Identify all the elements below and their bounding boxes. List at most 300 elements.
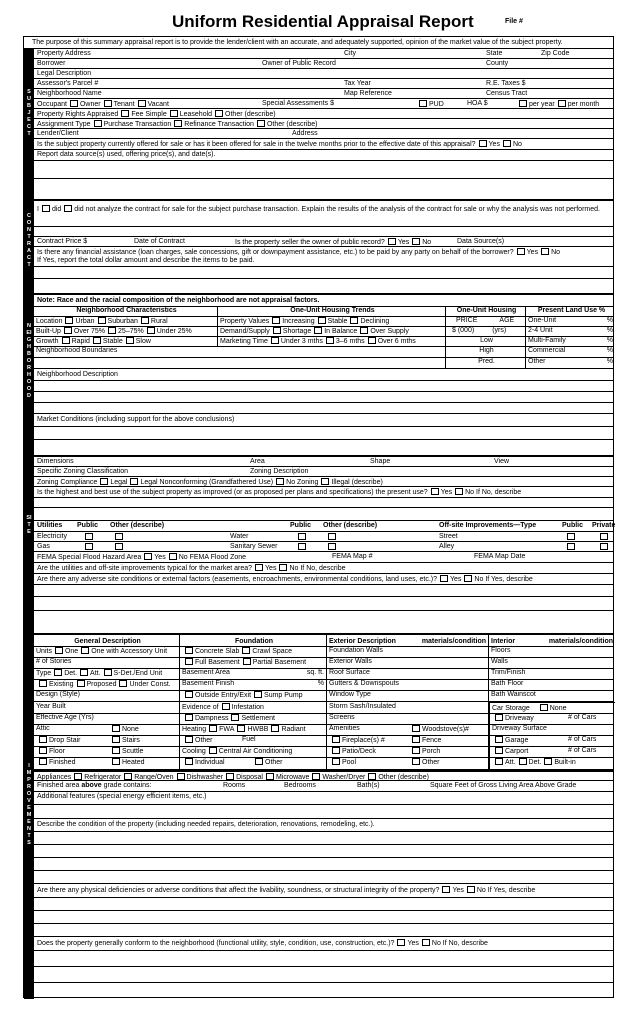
woodstove-checkbox[interactable] bbox=[412, 725, 420, 732]
high-label[interactable]: High bbox=[445, 347, 525, 357]
impr-blank-5[interactable] bbox=[34, 871, 613, 884]
fireplace-label: Fireplace(s) # bbox=[342, 737, 385, 744]
two-four-pct[interactable]: % bbox=[606, 327, 613, 334]
deficiencies-yes-checkbox[interactable] bbox=[442, 886, 450, 893]
impr-blank-1[interactable] bbox=[34, 805, 613, 819]
proposed-checkbox[interactable] bbox=[77, 680, 85, 687]
hbu-yes-checkbox[interactable] bbox=[431, 488, 439, 495]
impr-blank-2[interactable] bbox=[34, 832, 613, 845]
electricity-other-checkbox[interactable] bbox=[115, 533, 123, 540]
pred-label[interactable]: Pred. bbox=[445, 358, 525, 368]
water-other-checkbox[interactable] bbox=[328, 533, 336, 540]
assistance-instructions: If Yes, report the total dollar amount and describe the items to be paid. bbox=[37, 257, 255, 264]
assistance-question: Is there any financial assistance (loan charges, sale concessions, gift or downpayment assistance, etc.) to be paid by any party on behalf of the borrower? bbox=[37, 249, 514, 256]
rooms-field[interactable]: Rooms bbox=[223, 782, 246, 789]
seller-yes-label: Yes bbox=[397, 239, 410, 246]
m3-6-checkbox[interactable] bbox=[326, 337, 334, 344]
shortage-label: Shortage bbox=[282, 328, 312, 335]
under25-label: Under 25% bbox=[156, 328, 192, 335]
impr-blank-9[interactable] bbox=[34, 951, 613, 967]
heated-checkbox[interactable] bbox=[112, 758, 120, 765]
row-growth bbox=[34, 337, 613, 347]
type-sdet-checkbox[interactable] bbox=[104, 669, 112, 676]
garage-label: Garage bbox=[505, 737, 529, 744]
dimensions-field[interactable]: Dimensions bbox=[37, 458, 74, 465]
fema-hazard-label: FEMA Special Flood Hazard Area bbox=[37, 554, 142, 561]
driveway-label: Driveway bbox=[505, 715, 534, 722]
adverse-site-question: Are there any adverse site conditions or external factors (easements, encroachments, environmental conditions, land uses, etc.)? bbox=[37, 576, 437, 583]
basement-sqft-unit: sq. ft. bbox=[306, 669, 324, 676]
rights-other-checkbox[interactable] bbox=[215, 110, 223, 117]
under25-checkbox[interactable] bbox=[147, 327, 155, 334]
row-type bbox=[34, 669, 613, 680]
hwbb-checkbox[interactable] bbox=[237, 725, 245, 732]
dishwasher-label: Dishwasher bbox=[186, 774, 224, 781]
type-det-checkbox[interactable] bbox=[54, 669, 62, 676]
exterior-walls-field[interactable]: Exterior Walls bbox=[326, 658, 488, 668]
under3-checkbox[interactable] bbox=[271, 337, 279, 344]
row-location bbox=[34, 317, 613, 327]
heating-other-checkbox[interactable] bbox=[185, 736, 193, 743]
view-field[interactable]: View bbox=[494, 458, 510, 465]
tenant-option-label: Tenant bbox=[113, 101, 135, 108]
neighborhood-name-field[interactable]: Neighborhood Name bbox=[37, 90, 102, 97]
fence-checkbox[interactable] bbox=[412, 736, 420, 743]
impr-blank-10[interactable] bbox=[34, 967, 613, 983]
dampness-checkbox[interactable] bbox=[185, 714, 193, 721]
walls-field[interactable]: Walls bbox=[488, 658, 615, 668]
adverse-yes-checkbox[interactable] bbox=[440, 575, 448, 582]
seller-yes-checkbox[interactable] bbox=[388, 238, 396, 245]
report-title: Uniform Residential Appraisal Report bbox=[172, 12, 474, 31]
fema-no-checkbox[interactable] bbox=[169, 553, 177, 560]
no-zoning-checkbox[interactable] bbox=[276, 478, 284, 485]
zoning-classification-field[interactable]: Specific Zoning Classification bbox=[37, 468, 129, 475]
basement-area-label[interactable]: Basement Area bbox=[182, 669, 230, 676]
storm-sash-field[interactable]: Storm Sash/Insulated bbox=[326, 702, 488, 713]
nbhd-blank-2[interactable] bbox=[34, 392, 613, 403]
row-finished-area bbox=[34, 781, 613, 792]
outside-entry-checkbox[interactable] bbox=[185, 691, 193, 698]
builtin-checkbox[interactable] bbox=[544, 758, 552, 765]
row-sources bbox=[34, 150, 613, 161]
low-label[interactable]: Low bbox=[445, 337, 525, 346]
two-four-unit-label: 2-4 Unit bbox=[528, 327, 553, 334]
leasehold-label: Leasehold bbox=[179, 111, 213, 118]
sewer-other-checkbox[interactable] bbox=[328, 543, 336, 550]
street-label: Street bbox=[439, 533, 458, 540]
property-rights-label: Property Rights Appraised bbox=[37, 111, 119, 118]
subject-blank-1[interactable] bbox=[34, 161, 613, 179]
gas-public-checkbox[interactable] bbox=[85, 543, 93, 550]
conform-yes-checkbox[interactable] bbox=[397, 939, 405, 946]
over-supply-checkbox[interactable] bbox=[360, 327, 368, 334]
typical-no-label: No bbox=[289, 565, 299, 572]
tenant-checkbox[interactable] bbox=[104, 100, 112, 107]
contract-blank-1[interactable] bbox=[34, 227, 613, 237]
site-blank-2[interactable] bbox=[34, 508, 613, 521]
impr-blank-7[interactable] bbox=[34, 911, 613, 924]
floors-field[interactable]: Floors bbox=[488, 647, 615, 657]
legal-checkbox[interactable] bbox=[100, 478, 108, 485]
car-det-checkbox[interactable] bbox=[519, 758, 527, 765]
conform-no-label: No bbox=[431, 940, 441, 947]
site-blank-5[interactable] bbox=[34, 611, 613, 633]
rural-checkbox[interactable] bbox=[141, 317, 149, 324]
fema-zone-field[interactable]: FEMA Flood Zone bbox=[189, 554, 247, 561]
driveway-checkbox[interactable] bbox=[495, 714, 503, 721]
electricity-public-checkbox[interactable] bbox=[85, 533, 93, 540]
stories-field[interactable]: # of Stories bbox=[36, 658, 72, 665]
infestation-label: Infestation bbox=[231, 704, 264, 711]
gla-field[interactable]: Square Feet of Gross Living Area Above Grade bbox=[430, 782, 577, 789]
row-finished bbox=[34, 758, 613, 770]
fuel-field[interactable]: Fuel bbox=[242, 736, 256, 743]
row-additional bbox=[34, 792, 613, 805]
concrete-slab-checkbox[interactable] bbox=[185, 647, 193, 654]
deficiencies-no-checkbox[interactable] bbox=[467, 886, 475, 893]
subject-blank-2[interactable] bbox=[34, 179, 613, 199]
illegal-checkbox[interactable] bbox=[321, 478, 329, 485]
microwave-checkbox[interactable] bbox=[266, 773, 274, 780]
contract-section-bar bbox=[24, 199, 34, 293]
partial-basement-checkbox[interactable] bbox=[243, 658, 251, 665]
washer-dryer-checkbox[interactable] bbox=[312, 773, 320, 780]
row-assignment-type bbox=[34, 119, 613, 129]
row-nbhd-description bbox=[34, 369, 613, 381]
subject-bar-label: SUBJECT bbox=[27, 89, 31, 137]
range-checkbox[interactable] bbox=[124, 773, 132, 780]
car-storage-label: Car Storage bbox=[492, 705, 530, 712]
contract-data-source-field[interactable]: Data Source(s) bbox=[457, 238, 505, 245]
seller-no-checkbox[interactable] bbox=[412, 238, 420, 245]
assignment-other-checkbox[interactable] bbox=[257, 120, 265, 127]
sump-pump-checkbox[interactable] bbox=[254, 691, 262, 698]
contract-bar-label: CONTRACT bbox=[26, 213, 32, 268]
row-units bbox=[34, 647, 613, 658]
city-field[interactable]: City bbox=[344, 50, 357, 57]
street-private-checkbox[interactable] bbox=[600, 533, 608, 540]
row-apn bbox=[34, 79, 613, 89]
typical-yes-checkbox[interactable] bbox=[255, 564, 263, 571]
date-of-contract-field[interactable]: Date of Contract bbox=[134, 238, 185, 245]
infestation-checkbox[interactable] bbox=[222, 703, 230, 710]
existing-checkbox[interactable] bbox=[39, 680, 47, 687]
intro-row bbox=[24, 37, 613, 49]
site-bar-label: SITE bbox=[26, 515, 32, 535]
row-financial-assistance bbox=[34, 247, 613, 267]
microwave-label: Microwave bbox=[275, 774, 310, 781]
drop-stair-checkbox[interactable] bbox=[39, 736, 47, 743]
impr-blank-11[interactable] bbox=[34, 983, 613, 999]
offsite-private-header: Private bbox=[592, 522, 616, 529]
row-zoning bbox=[34, 467, 613, 477]
attic-label: Attic bbox=[36, 725, 50, 732]
fema-map-field[interactable]: FEMA Map # bbox=[332, 553, 373, 560]
gutters-field[interactable]: Gutters & Downspouts bbox=[326, 680, 488, 690]
alley-public-checkbox[interactable] bbox=[567, 543, 575, 550]
units-accessory-checkbox[interactable] bbox=[81, 647, 89, 654]
stairs-checkbox[interactable] bbox=[112, 736, 120, 743]
refrigerator-checkbox[interactable] bbox=[74, 773, 82, 780]
over6-checkbox[interactable] bbox=[368, 337, 376, 344]
commercial-pct[interactable]: % bbox=[606, 347, 613, 354]
did-not-checkbox[interactable] bbox=[64, 205, 72, 212]
gas-other-checkbox[interactable] bbox=[115, 543, 123, 550]
site-blank-4[interactable] bbox=[34, 597, 613, 611]
contract-blank-2[interactable] bbox=[34, 267, 613, 279]
offered-yes-checkbox[interactable] bbox=[479, 140, 487, 147]
alley-private-checkbox[interactable] bbox=[600, 543, 608, 550]
dishwasher-checkbox[interactable] bbox=[177, 773, 185, 780]
rural-label: Rural bbox=[150, 318, 168, 325]
over75-checkbox[interactable] bbox=[64, 327, 72, 334]
refinance-label: Refinance Transaction bbox=[184, 121, 254, 128]
neighborhood-bar-label: NEIGHBORHOOD bbox=[26, 323, 32, 399]
finished-label: Finished bbox=[49, 759, 76, 766]
boundaries-blank[interactable] bbox=[34, 358, 445, 368]
suburban-checkbox[interactable] bbox=[98, 317, 106, 324]
impr-blank-6[interactable] bbox=[34, 898, 613, 911]
assist-yes-checkbox[interactable] bbox=[517, 248, 525, 255]
trim-finish-field[interactable]: Trim/Finish bbox=[488, 669, 615, 679]
special-assessments-field[interactable]: Special Assessments $ bbox=[262, 100, 334, 107]
seller-no-label: No bbox=[422, 239, 432, 246]
fema-yes-checkbox[interactable] bbox=[144, 553, 152, 560]
impr-blank-8[interactable] bbox=[34, 924, 613, 937]
roof-surface-field[interactable]: Roof Surface bbox=[326, 669, 488, 679]
assist-yes-label: Yes bbox=[526, 249, 539, 256]
state-field[interactable]: State bbox=[486, 50, 503, 57]
pool-label: Pool bbox=[342, 759, 357, 766]
shortage-checkbox[interactable] bbox=[273, 327, 281, 334]
neighborhood-description-field[interactable]: Neighborhood Description bbox=[37, 371, 118, 378]
contract-price-field[interactable]: Contract Price $ bbox=[37, 238, 88, 245]
garage-checkbox[interactable] bbox=[495, 736, 503, 743]
fema-map-date-field[interactable]: FEMA Map Date bbox=[474, 553, 526, 560]
baths-field[interactable]: Bath(s) bbox=[357, 782, 380, 789]
per-year-checkbox[interactable] bbox=[519, 100, 527, 107]
nonconforming-checkbox[interactable] bbox=[130, 478, 138, 485]
in-balance-checkbox[interactable] bbox=[314, 327, 322, 334]
increasing-checkbox[interactable] bbox=[272, 317, 280, 324]
p25-75-checkbox[interactable] bbox=[108, 327, 116, 334]
attic-floor-checkbox[interactable] bbox=[39, 747, 47, 754]
disposal-label: Disposal bbox=[236, 774, 263, 781]
individual-checkbox[interactable] bbox=[185, 758, 193, 765]
impr-blank-4[interactable] bbox=[34, 858, 613, 871]
water-public-checkbox[interactable] bbox=[298, 533, 306, 540]
data-sources-field[interactable]: Report data source(s) used, offering price(s), and date(s). bbox=[37, 151, 216, 158]
window-type-field[interactable]: Window Type bbox=[326, 691, 488, 701]
row-adverse-site bbox=[34, 574, 613, 585]
assist-no-checkbox[interactable] bbox=[541, 248, 549, 255]
row-zoning-compliance bbox=[34, 477, 613, 487]
per-year-label: per year bbox=[529, 101, 555, 108]
crawl-space-checkbox[interactable] bbox=[242, 647, 250, 654]
apn-field[interactable]: Assessor's Parcel # bbox=[37, 80, 99, 87]
file-number-label: File # bbox=[505, 18, 523, 25]
other-use-pct[interactable]: % bbox=[606, 358, 613, 365]
assignment-type-label: Assignment Type bbox=[37, 121, 91, 128]
vacant-checkbox[interactable] bbox=[138, 100, 146, 107]
additional-features-field[interactable]: Additional features (special energy efficient items, etc.) bbox=[37, 793, 207, 800]
borrower-field[interactable]: Borrower bbox=[37, 60, 66, 67]
street-public-checkbox[interactable] bbox=[567, 533, 575, 540]
driveway-cars-label[interactable]: # of Cars bbox=[568, 714, 597, 721]
row-offered bbox=[34, 139, 613, 150]
other-use-label: Other bbox=[528, 358, 546, 365]
carport-checkbox[interactable] bbox=[495, 747, 503, 754]
impr-blank-3[interactable] bbox=[34, 845, 613, 858]
proposed-label: Proposed bbox=[86, 681, 117, 688]
area-field[interactable]: Area bbox=[250, 458, 265, 465]
car-det-label: Det. bbox=[528, 759, 542, 766]
zip-field[interactable]: Zip Code bbox=[541, 50, 570, 57]
carport-cars-label[interactable]: # of Cars bbox=[568, 747, 597, 754]
units-one-checkbox[interactable] bbox=[55, 647, 63, 654]
condition-field[interactable]: Describe the condition of the property (including needed repairs, deterioration, renovations, remodeling, etc.). bbox=[37, 821, 375, 828]
settlement-checkbox[interactable] bbox=[231, 714, 239, 721]
property-address-field[interactable]: Property Address bbox=[37, 50, 91, 57]
zoning-description-field[interactable]: Zoning Description bbox=[250, 468, 309, 475]
one-unit-pct[interactable]: % bbox=[606, 317, 613, 324]
nbhd-blank-3[interactable] bbox=[34, 403, 613, 414]
purchase-checkbox[interactable] bbox=[94, 120, 102, 127]
legal-description-field[interactable]: Legal Description bbox=[37, 70, 92, 77]
re-taxes-field[interactable]: R.E. Taxes $ bbox=[486, 80, 526, 87]
fwa-label: FWA bbox=[219, 726, 235, 733]
lender-address-field[interactable]: Address bbox=[292, 130, 318, 137]
rapid-checkbox[interactable] bbox=[62, 337, 70, 344]
neighborhood-section-bar bbox=[24, 293, 34, 455]
bedrooms-field[interactable]: Bedrooms bbox=[284, 782, 316, 789]
owner-public-record-field[interactable]: Owner of Public Record bbox=[262, 60, 336, 67]
bath-wainscot-field[interactable]: Bath Wainscot bbox=[488, 691, 615, 701]
full-basement-checkbox[interactable] bbox=[185, 658, 193, 665]
fwa-checkbox[interactable] bbox=[209, 725, 217, 732]
price-thousands-label: $ (000) bbox=[452, 327, 475, 334]
crawl-space-label: Crawl Space bbox=[252, 648, 293, 655]
appraisal-form bbox=[23, 36, 614, 998]
cooling-other-checkbox[interactable] bbox=[255, 758, 263, 765]
did-checkbox[interactable] bbox=[42, 205, 50, 212]
sewer-public-checkbox[interactable] bbox=[298, 543, 306, 550]
site-blank-1[interactable] bbox=[34, 498, 613, 508]
neighborhood-boundaries-field[interactable]: Neighborhood Boundaries bbox=[36, 347, 118, 354]
adverse-no-checkbox[interactable] bbox=[464, 575, 472, 582]
market-conditions-field[interactable]: Market Conditions (including support for the above conclusions) bbox=[37, 416, 235, 423]
row-neighborhood-headers bbox=[34, 307, 613, 317]
typical-no-checkbox[interactable] bbox=[279, 564, 287, 571]
demand-supply-label: Demand/Supply bbox=[220, 328, 270, 335]
conform-no-checkbox[interactable] bbox=[422, 939, 430, 946]
fireplace-checkbox[interactable] bbox=[332, 736, 340, 743]
shape-field[interactable]: Shape bbox=[370, 458, 391, 465]
under-const-checkbox[interactable] bbox=[119, 680, 127, 687]
nbhd-blank-5[interactable] bbox=[34, 440, 613, 455]
radiant-checkbox[interactable] bbox=[271, 725, 279, 732]
contract-blank-3[interactable] bbox=[34, 279, 613, 293]
bath-floor-field[interactable]: Bath Floor bbox=[488, 680, 615, 690]
range-label: Range/Oven bbox=[134, 774, 174, 781]
type-att-label: Att. bbox=[90, 670, 101, 677]
nbhd-blank-4[interactable] bbox=[34, 427, 613, 440]
finished-checkbox[interactable] bbox=[39, 758, 47, 765]
garage-cars-label[interactable]: # of Cars bbox=[568, 736, 597, 743]
porch-label: Porch bbox=[422, 748, 441, 755]
hbu-no-checkbox[interactable] bbox=[455, 488, 463, 495]
amenities-other-checkbox[interactable] bbox=[412, 758, 420, 765]
disposal-checkbox[interactable] bbox=[226, 773, 234, 780]
suburban-label: Suburban bbox=[107, 318, 138, 325]
screens-field[interactable]: Screens bbox=[326, 714, 488, 724]
porch-checkbox[interactable] bbox=[412, 747, 420, 754]
stable-values-checkbox[interactable] bbox=[318, 317, 326, 324]
county-field[interactable]: County bbox=[486, 60, 509, 67]
central-air-checkbox[interactable] bbox=[209, 747, 217, 754]
utilities-public-header: Public bbox=[77, 522, 99, 529]
refinance-checkbox[interactable] bbox=[174, 120, 182, 127]
report-header bbox=[0, 12, 639, 36]
rights-other-label: Other (describe) bbox=[225, 111, 276, 118]
pool-checkbox[interactable] bbox=[332, 758, 340, 765]
row-design bbox=[34, 691, 613, 702]
nbhd-blank-1[interactable] bbox=[34, 381, 613, 392]
owner-checkbox[interactable] bbox=[70, 100, 78, 107]
per-month-checkbox[interactable] bbox=[558, 100, 566, 107]
car-none-checkbox[interactable] bbox=[540, 704, 548, 711]
hoa-field[interactable]: HOA $ bbox=[467, 100, 488, 107]
basement-finish-label[interactable]: Basement Finish bbox=[182, 680, 235, 687]
effective-age-field[interactable]: Effective Age (Yrs) bbox=[36, 714, 94, 721]
nbhd-characteristics-header: Neighborhood Characteristics bbox=[76, 307, 177, 314]
car-att-checkbox[interactable] bbox=[495, 758, 503, 765]
tax-year-field[interactable]: Tax Year bbox=[344, 80, 371, 87]
leasehold-checkbox[interactable] bbox=[170, 110, 178, 117]
design-style-field[interactable]: Design (Style) bbox=[36, 691, 80, 698]
appliances-other-checkbox[interactable] bbox=[368, 773, 376, 780]
slow-checkbox[interactable] bbox=[126, 337, 134, 344]
pud-checkbox[interactable] bbox=[419, 100, 427, 107]
year-built-field[interactable]: Year Built bbox=[36, 703, 66, 710]
offered-yes-label: Yes bbox=[488, 141, 500, 148]
attic-none-checkbox[interactable] bbox=[112, 725, 120, 732]
driveway-surface-field[interactable]: Driveway Surface bbox=[488, 725, 615, 735]
map-reference-field[interactable]: Map Reference bbox=[344, 90, 392, 97]
did-label: did bbox=[51, 206, 62, 213]
illegal-label: Illegal (describe) bbox=[331, 479, 383, 486]
age-column-label: AGE bbox=[499, 317, 515, 324]
lender-client-field[interactable]: Lender/Client bbox=[37, 130, 79, 137]
urban-checkbox[interactable] bbox=[65, 317, 73, 324]
offered-no-checkbox[interactable] bbox=[503, 140, 511, 147]
foundation-walls-field[interactable]: Foundation Walls bbox=[326, 647, 488, 657]
multi-family-pct[interactable]: % bbox=[606, 337, 613, 344]
census-tract-field[interactable]: Census Tract bbox=[486, 90, 528, 97]
patio-checkbox[interactable] bbox=[332, 747, 340, 754]
declining-checkbox[interactable] bbox=[350, 317, 358, 324]
row-lender bbox=[34, 129, 613, 139]
fee-simple-checkbox[interactable] bbox=[121, 110, 129, 117]
stable-growth-checkbox[interactable] bbox=[93, 337, 101, 344]
row-utilities-header bbox=[34, 521, 616, 532]
scuttle-checkbox[interactable] bbox=[112, 747, 120, 754]
deficiencies-if-yes-label: If Yes, describe bbox=[487, 887, 536, 894]
site-blank-3[interactable] bbox=[34, 585, 613, 597]
row-market-conditions bbox=[34, 414, 613, 427]
type-att-checkbox[interactable] bbox=[80, 669, 88, 676]
